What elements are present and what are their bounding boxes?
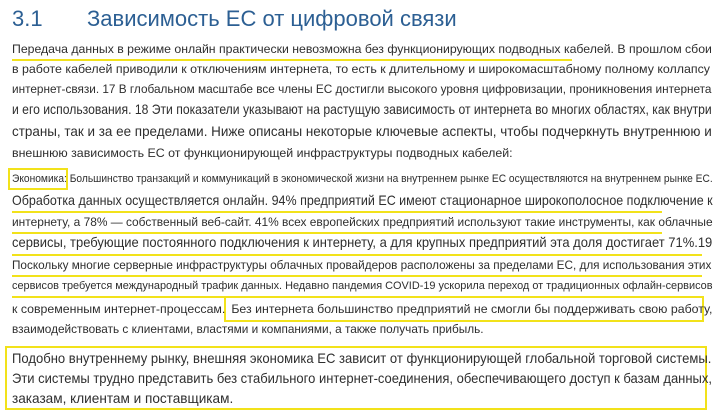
paragraph-2-line-6: сервисов требуется международный трафик данных. Недавно пандемия COVID-19 ускорила переход от традиционных офлайн-сервисов — [12, 280, 713, 292]
highlight-underline — [12, 296, 228, 298]
paragraph-3-line-2: Эти системы трудно представить без стабильного интернет-соединения, обеспечивающего доступ к базам данных, — [12, 371, 712, 386]
economy-label: Экономика — [12, 173, 65, 185]
paragraph-2-line-1: Экономика: Большинство транзакций и коммуникаций в экономической жизни на внутреннем рынке ЕС осуществляются на внутреннем рынке ЕС. — [12, 173, 713, 185]
paragraph-3-line-1: Подобно внутреннему рынку, внешняя экономика ЕС зависит от функционирующей глобальной торговой системы. — [12, 351, 712, 366]
boxed-sentence: Без интернета большинство предприятий не смогли бы поддерживать свою работу, — [231, 302, 713, 316]
paragraph-2-line-4: сервисы, требующие постоянного подключения к интернету, а для крупных предприятий эта доля достигает 71%.19 — [12, 235, 713, 250]
paragraph-1-line-3: интернет-связи. 17 В глобальном масштабе все члены ЕС достигли высокого уровня цифровизации, проникновения интернета — [12, 82, 712, 96]
paragraph-1-line-4: и его использования. 18 Эти показатели указывают на растущую зависимость от интернета во многих областях, как внутри — [12, 102, 712, 117]
paragraph-2-line-3: интернету, а 78% — собственный веб-сайт. 41% всех европейских предприятий используют такие инструменты, как облачные — [12, 215, 713, 229]
paragraph-1-line-2: в работе кабелей приводили к отключениям интернета, то есть к длительному и широкомасштабному полному коллапсу — [12, 62, 710, 76]
paragraph-2-line-8: взаимодействовать с клиентами, властями и компаниями, а также получать прибыль. — [12, 322, 484, 336]
paragraph-3-line-3: заказам, клиентам и поставщикам. — [12, 391, 234, 406]
paragraph-1-line-6: внешнюю зависимость ЕС от функционирующей инфраструктуры подводных кабелей: — [12, 146, 513, 160]
paragraph-2-line-5: Поскольку многие серверные инфраструктуры облачных провайдеров расположены за пределами ЕС, для использования этих — [12, 258, 712, 272]
section-number: 3.1 — [12, 6, 43, 31]
paragraph-1-line-5: страны, так и за ее пределами. Ниже описаны некоторые ключевые аспекты, чтобы подчеркнуть внутреннюю и — [12, 124, 712, 139]
paragraph-2-line-7: к современным интернет-процессам. Без интернета большинство предприятий не смогли бы поддерживать свою работу, — [12, 302, 713, 316]
section-title: Зависимость ЕС от цифровой связи — [87, 6, 457, 31]
paragraph-2-line-2: Обработка данных осуществляется онлайн. 94% предприятий ЕС имеют стационарное широкополосное подключение к — [12, 193, 713, 208]
paragraph-1-line-1: Передача данных в режиме онлайн практически невозможна без функционирующих подводных кабелей. В прошлом сбои — [12, 42, 712, 56]
highlighted-sentence: Передача данных в режиме онлайн практически невозможна без функционирующих подводных кабелей. — [12, 42, 614, 56]
section-heading — [12, 2, 457, 36]
